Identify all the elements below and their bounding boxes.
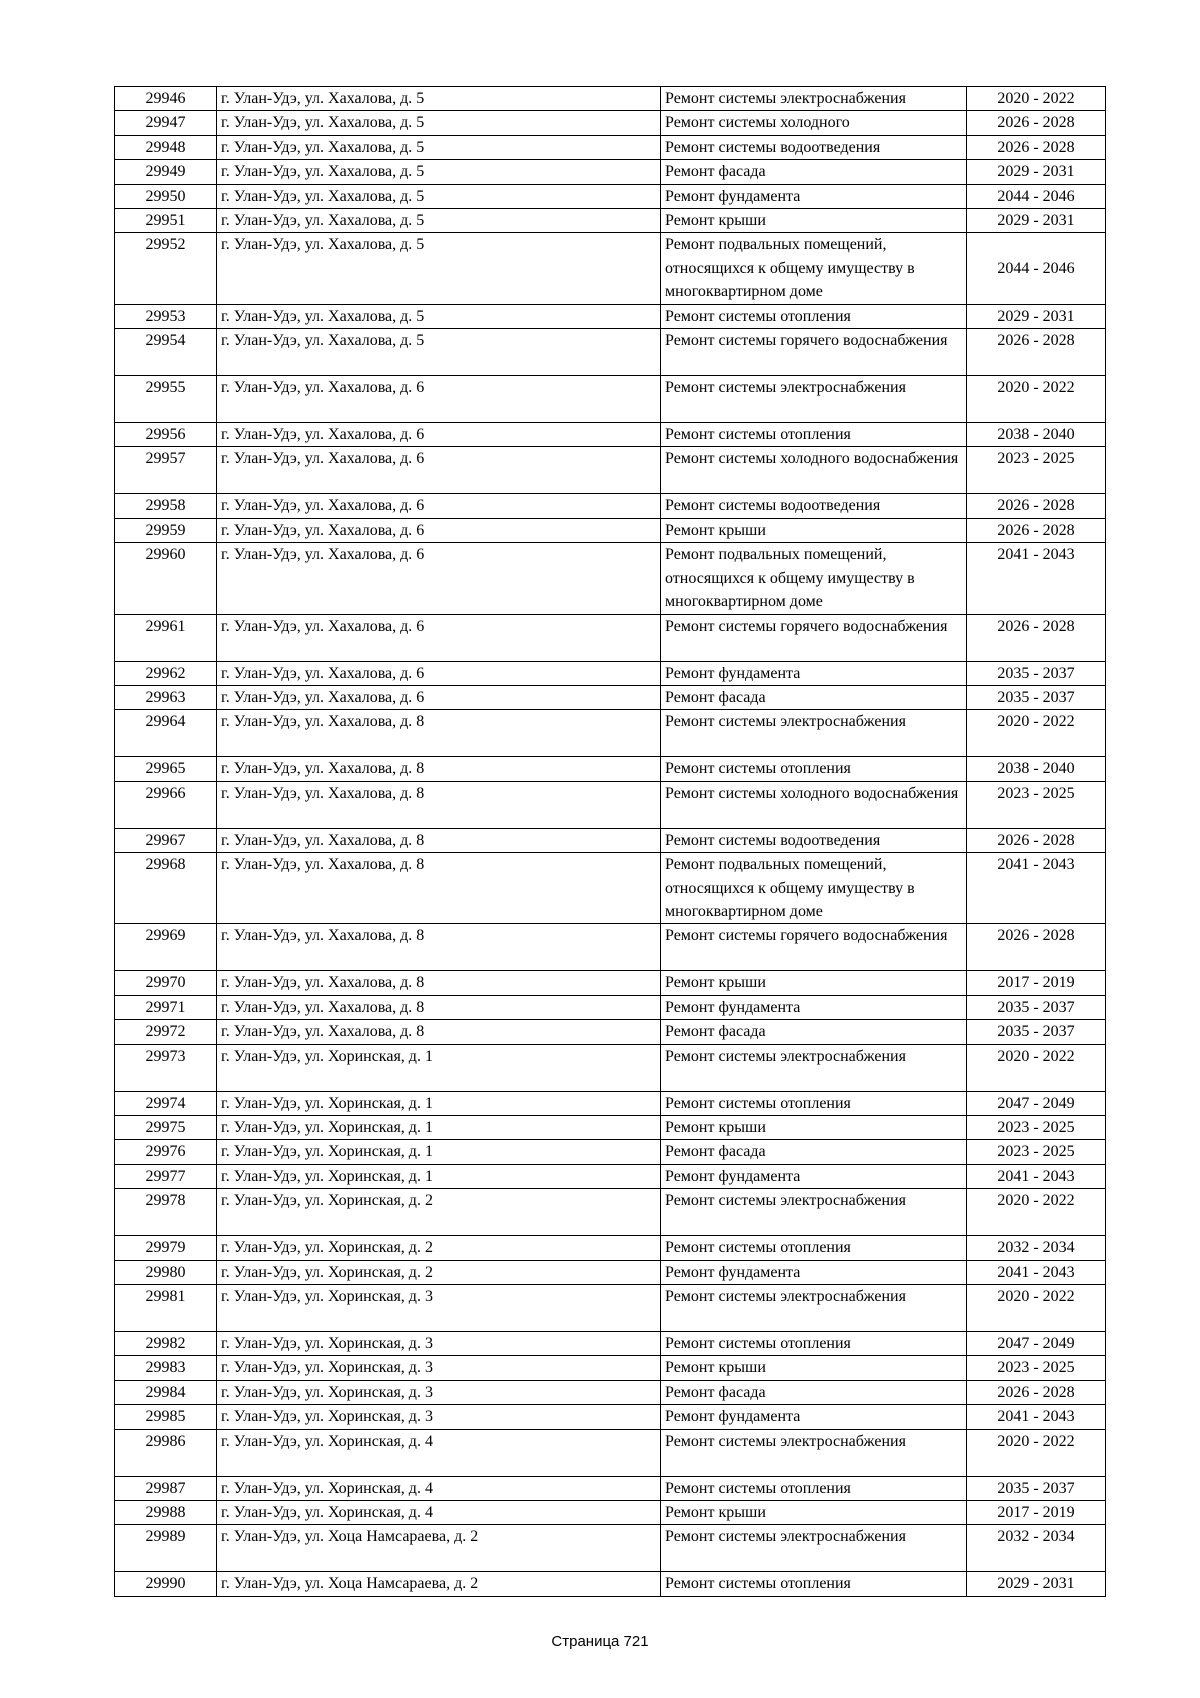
row-period: 2035 - 2037 bbox=[967, 1020, 1106, 1044]
row-number: 29967 bbox=[115, 828, 217, 852]
row-period: 2035 - 2037 bbox=[967, 1476, 1106, 1500]
table-row bbox=[115, 781, 1106, 828]
row-address: г. Улан-Удэ, ул. Хоринская, д. 1 bbox=[217, 1115, 661, 1139]
row-work-type: Ремонт фундамента bbox=[661, 1164, 967, 1188]
row-address: г. Улан-Удэ, ул. Хоринская, д. 3 bbox=[217, 1380, 661, 1404]
row-work-type: Ремонт системы горячего водоснабжения bbox=[661, 329, 967, 376]
row-period: 2029 - 2031 bbox=[967, 304, 1106, 328]
row-number: 29971 bbox=[115, 995, 217, 1019]
row-number: 29970 bbox=[115, 971, 217, 995]
row-number: 29974 bbox=[115, 1091, 217, 1115]
row-address: г. Улан-Удэ, ул. Хахалова, д. 8 bbox=[217, 853, 661, 924]
table-row bbox=[115, 160, 1106, 184]
table-row bbox=[115, 543, 1106, 614]
table-row bbox=[115, 423, 1106, 447]
table-row bbox=[115, 685, 1106, 709]
row-number: 29976 bbox=[115, 1140, 217, 1164]
row-period: 2026 - 2028 bbox=[967, 494, 1106, 518]
row-number: 29959 bbox=[115, 518, 217, 542]
row-period: 2023 - 2025 bbox=[967, 1140, 1106, 1164]
row-number: 29990 bbox=[115, 1572, 217, 1596]
row-number: 29975 bbox=[115, 1115, 217, 1139]
row-period: 2029 - 2031 bbox=[967, 1572, 1106, 1596]
row-work-type: Ремонт системы горячего водоснабжения bbox=[661, 924, 967, 971]
row-number: 29957 bbox=[115, 447, 217, 494]
table-row bbox=[115, 995, 1106, 1019]
row-work-type: Ремонт системы отопления bbox=[661, 1476, 967, 1500]
table-row bbox=[115, 518, 1106, 542]
row-work-type: Ремонт системы электроснабжения bbox=[661, 1189, 967, 1236]
row-address: г. Улан-Удэ, ул. Хахалова, д. 6 bbox=[217, 447, 661, 494]
row-period: 2038 - 2040 bbox=[967, 757, 1106, 781]
row-period: 2020 - 2022 bbox=[967, 710, 1106, 757]
row-address: г. Улан-Удэ, ул. Хоринская, д. 4 bbox=[217, 1476, 661, 1500]
table-row bbox=[115, 1429, 1106, 1476]
row-address: г. Улан-Удэ, ул. Хоринская, д. 1 bbox=[217, 1044, 661, 1091]
row-address: г. Улан-Удэ, ул. Хоринская, д. 3 bbox=[217, 1332, 661, 1356]
row-number: 29968 bbox=[115, 853, 217, 924]
row-period: 2026 - 2028 bbox=[967, 614, 1106, 661]
row-number: 29981 bbox=[115, 1285, 217, 1332]
row-period: 2026 - 2028 bbox=[967, 111, 1106, 135]
row-address: г. Улан-Удэ, ул. Хоринская, д. 4 bbox=[217, 1501, 661, 1525]
row-period: 2041 - 2043 bbox=[967, 1164, 1106, 1188]
row-work-type: Ремонт подвальных помещений, относящихся к общему имуществу в многоквартирном доме bbox=[661, 233, 967, 304]
table-row bbox=[115, 494, 1106, 518]
row-work-type: Ремонт фундамента bbox=[661, 995, 967, 1019]
row-address: г. Улан-Удэ, ул. Хахалова, д. 8 bbox=[217, 757, 661, 781]
row-work-type: Ремонт фундамента bbox=[661, 1405, 967, 1429]
table-row bbox=[115, 1164, 1106, 1188]
table-row bbox=[115, 1572, 1106, 1596]
row-period: 2023 - 2025 bbox=[967, 1115, 1106, 1139]
row-address: г. Улан-Удэ, ул. Хоца Намсараева, д. 2 bbox=[217, 1525, 661, 1572]
row-address: г. Улан-Удэ, ул. Хахалова, д. 8 bbox=[217, 971, 661, 995]
table-row bbox=[115, 329, 1106, 376]
works-table bbox=[114, 86, 1106, 1597]
row-number: 29964 bbox=[115, 710, 217, 757]
row-number: 29947 bbox=[115, 111, 217, 135]
row-address: г. Улан-Удэ, ул. Хахалова, д. 8 bbox=[217, 995, 661, 1019]
row-address: г. Улан-Удэ, ул. Хоринская, д. 3 bbox=[217, 1356, 661, 1380]
table-row bbox=[115, 1380, 1106, 1404]
row-period: 2020 - 2022 bbox=[967, 1044, 1106, 1091]
table-row bbox=[115, 1020, 1106, 1044]
table-row bbox=[115, 614, 1106, 661]
table-body bbox=[115, 87, 1106, 1597]
row-work-type: Ремонт крыши bbox=[661, 209, 967, 233]
row-address: г. Улан-Удэ, ул. Хахалова, д. 8 bbox=[217, 828, 661, 852]
row-number: 29984 bbox=[115, 1380, 217, 1404]
row-work-type: Ремонт системы холодного водоснабжения bbox=[661, 781, 967, 828]
row-period: 2035 - 2037 bbox=[967, 685, 1106, 709]
row-period: 2041 - 2043 bbox=[967, 853, 1106, 924]
table-row bbox=[115, 111, 1106, 135]
row-number: 29983 bbox=[115, 1356, 217, 1380]
row-number: 29972 bbox=[115, 1020, 217, 1044]
row-number: 29958 bbox=[115, 494, 217, 518]
row-address: г. Улан-Удэ, ул. Хахалова, д. 5 bbox=[217, 209, 661, 233]
row-work-type: Ремонт крыши bbox=[661, 1501, 967, 1525]
row-work-type: Ремонт фундамента bbox=[661, 661, 967, 685]
row-address: г. Улан-Удэ, ул. Хахалова, д. 5 bbox=[217, 329, 661, 376]
table-row bbox=[115, 1044, 1106, 1091]
row-work-type: Ремонт крыши bbox=[661, 1115, 967, 1139]
row-address: г. Улан-Удэ, ул. Хахалова, д. 6 bbox=[217, 376, 661, 423]
row-period: 2041 - 2043 bbox=[967, 1260, 1106, 1284]
row-work-type: Ремонт фундамента bbox=[661, 184, 967, 208]
row-work-type: Ремонт системы отопления bbox=[661, 1091, 967, 1115]
table-row bbox=[115, 1236, 1106, 1260]
row-period: 2029 - 2031 bbox=[967, 160, 1106, 184]
row-work-type: Ремонт системы отопления bbox=[661, 1572, 967, 1596]
row-period: 2026 - 2028 bbox=[967, 329, 1106, 376]
row-period: 2026 - 2028 bbox=[967, 518, 1106, 542]
row-work-type: Ремонт системы водоотведения bbox=[661, 828, 967, 852]
row-number: 29979 bbox=[115, 1236, 217, 1260]
row-number: 29987 bbox=[115, 1476, 217, 1500]
row-work-type: Ремонт фасада bbox=[661, 1140, 967, 1164]
row-number: 29963 bbox=[115, 685, 217, 709]
row-number: 29951 bbox=[115, 209, 217, 233]
row-work-type: Ремонт системы водоотведения bbox=[661, 494, 967, 518]
row-period: 2026 - 2028 bbox=[967, 1380, 1106, 1404]
row-number: 29949 bbox=[115, 160, 217, 184]
row-work-type: Ремонт системы электроснабжения bbox=[661, 1525, 967, 1572]
table-row bbox=[115, 1189, 1106, 1236]
row-number: 29969 bbox=[115, 924, 217, 971]
row-number: 29950 bbox=[115, 184, 217, 208]
row-period: 2020 - 2022 bbox=[967, 1429, 1106, 1476]
row-period: 2026 - 2028 bbox=[967, 828, 1106, 852]
row-address: г. Улан-Удэ, ул. Хоринская, д. 4 bbox=[217, 1429, 661, 1476]
row-address: г. Улан-Удэ, ул. Хахалова, д. 6 bbox=[217, 518, 661, 542]
row-period: 2017 - 2019 bbox=[967, 1501, 1106, 1525]
row-period: 2020 - 2022 bbox=[967, 87, 1106, 111]
row-period: 2032 - 2034 bbox=[967, 1525, 1106, 1572]
row-period: 2041 - 2043 bbox=[967, 543, 1106, 614]
row-work-type: Ремонт системы горячего водоснабжения bbox=[661, 614, 967, 661]
table-row bbox=[115, 447, 1106, 494]
row-number: 29966 bbox=[115, 781, 217, 828]
row-period: 2023 - 2025 bbox=[967, 447, 1106, 494]
row-work-type: Ремонт подвальных помещений, относящихся к общему имуществу в многоквартирном доме bbox=[661, 543, 967, 614]
row-address: г. Улан-Удэ, ул. Хахалова, д. 6 bbox=[217, 423, 661, 447]
row-period: 2032 - 2034 bbox=[967, 1236, 1106, 1260]
row-number: 29953 bbox=[115, 304, 217, 328]
row-period: 2044 - 2046 bbox=[967, 184, 1106, 208]
row-period: 2026 - 2028 bbox=[967, 924, 1106, 971]
table-row bbox=[115, 1405, 1106, 1429]
row-period: 2020 - 2022 bbox=[967, 1285, 1106, 1332]
row-number: 29955 bbox=[115, 376, 217, 423]
row-address: г. Улан-Удэ, ул. Хахалова, д. 8 bbox=[217, 781, 661, 828]
table-row bbox=[115, 1260, 1106, 1284]
row-address: г. Улан-Удэ, ул. Хоринская, д. 1 bbox=[217, 1091, 661, 1115]
row-work-type: Ремонт системы отопления bbox=[661, 304, 967, 328]
table-row bbox=[115, 184, 1106, 208]
row-address: г. Улан-Удэ, ул. Хахалова, д. 6 bbox=[217, 543, 661, 614]
row-work-type: Ремонт системы холодного водоснабжения bbox=[661, 447, 967, 494]
row-period: 2044 - 2046 bbox=[967, 233, 1106, 304]
row-period: 2041 - 2043 bbox=[967, 1405, 1106, 1429]
row-work-type: Ремонт системы электроснабжения bbox=[661, 710, 967, 757]
row-address: г. Улан-Удэ, ул. Хоринская, д. 2 bbox=[217, 1236, 661, 1260]
row-number: 29977 bbox=[115, 1164, 217, 1188]
row-address: г. Улан-Удэ, ул. Хоринская, д. 1 bbox=[217, 1140, 661, 1164]
row-work-type: Ремонт фасада bbox=[661, 1380, 967, 1404]
row-work-type: Ремонт системы отопления bbox=[661, 423, 967, 447]
row-number: 29960 bbox=[115, 543, 217, 614]
row-period: 2017 - 2019 bbox=[967, 971, 1106, 995]
row-work-type: Ремонт крыши bbox=[661, 971, 967, 995]
row-work-type: Ремонт системы отопления bbox=[661, 1236, 967, 1260]
row-period: 2047 - 2049 bbox=[967, 1332, 1106, 1356]
table-row bbox=[115, 1332, 1106, 1356]
table-row bbox=[115, 1356, 1106, 1380]
row-work-type: Ремонт подвальных помещений, относящихся к общему имуществу в многоквартирном доме bbox=[661, 853, 967, 924]
table-row bbox=[115, 1115, 1106, 1139]
row-period: 2035 - 2037 bbox=[967, 661, 1106, 685]
row-address: г. Улан-Удэ, ул. Хахалова, д. 6 bbox=[217, 614, 661, 661]
row-number: 29973 bbox=[115, 1044, 217, 1091]
row-work-type: Ремонт системы электроснабжения bbox=[661, 1429, 967, 1476]
row-work-type: Ремонт крыши bbox=[661, 518, 967, 542]
row-period: 2023 - 2025 bbox=[967, 781, 1106, 828]
table-row bbox=[115, 1525, 1106, 1572]
row-period: 2047 - 2049 bbox=[967, 1091, 1106, 1115]
row-number: 29989 bbox=[115, 1525, 217, 1572]
row-work-type: Ремонт системы электроснабжения bbox=[661, 1044, 967, 1091]
row-address: г. Улан-Удэ, ул. Хоринская, д. 3 bbox=[217, 1285, 661, 1332]
row-number: 29946 bbox=[115, 87, 217, 111]
table-row bbox=[115, 661, 1106, 685]
row-work-type: Ремонт фундамента bbox=[661, 1260, 967, 1284]
row-work-type: Ремонт фасада bbox=[661, 685, 967, 709]
table-row bbox=[115, 1140, 1106, 1164]
row-address: г. Улан-Удэ, ул. Хахалова, д. 5 bbox=[217, 304, 661, 328]
row-address: г. Улан-Удэ, ул. Хоринская, д. 2 bbox=[217, 1260, 661, 1284]
table-row bbox=[115, 1476, 1106, 1500]
row-address: г. Улан-Удэ, ул. Хахалова, д. 6 bbox=[217, 494, 661, 518]
row-period: 2029 - 2031 bbox=[967, 209, 1106, 233]
row-work-type: Ремонт системы холодного bbox=[661, 111, 967, 135]
row-period: 2035 - 2037 bbox=[967, 995, 1106, 1019]
row-work-type: Ремонт крыши bbox=[661, 1356, 967, 1380]
row-number: 29954 bbox=[115, 329, 217, 376]
row-address: г. Улан-Удэ, ул. Хоринская, д. 1 bbox=[217, 1164, 661, 1188]
table-row bbox=[115, 1091, 1106, 1115]
row-work-type: Ремонт системы отопления bbox=[661, 1332, 967, 1356]
row-work-type: Ремонт системы электроснабжения bbox=[661, 1285, 967, 1332]
table-row bbox=[115, 971, 1106, 995]
row-number: 29985 bbox=[115, 1405, 217, 1429]
row-address: г. Улан-Удэ, ул. Хахалова, д. 8 bbox=[217, 710, 661, 757]
row-address: г. Улан-Удэ, ул. Хахалова, д. 5 bbox=[217, 135, 661, 159]
row-number: 29952 bbox=[115, 233, 217, 304]
row-number: 29986 bbox=[115, 1429, 217, 1476]
table-row bbox=[115, 135, 1106, 159]
row-address: г. Улан-Удэ, ул. Хахалова, д. 8 bbox=[217, 924, 661, 971]
table-row bbox=[115, 376, 1106, 423]
row-address: г. Улан-Удэ, ул. Хахалова, д. 5 bbox=[217, 233, 661, 304]
table-row bbox=[115, 710, 1106, 757]
table-row bbox=[115, 233, 1106, 304]
row-address: г. Улан-Удэ, ул. Хахалова, д. 5 bbox=[217, 87, 661, 111]
row-number: 29961 bbox=[115, 614, 217, 661]
table-row bbox=[115, 304, 1106, 328]
row-number: 29988 bbox=[115, 1501, 217, 1525]
row-address: г. Улан-Удэ, ул. Хоца Намсараева, д. 2 bbox=[217, 1572, 661, 1596]
row-number: 29982 bbox=[115, 1332, 217, 1356]
row-period: 2023 - 2025 bbox=[967, 1356, 1106, 1380]
row-period: 2026 - 2028 bbox=[967, 135, 1106, 159]
row-number: 29962 bbox=[115, 661, 217, 685]
row-number: 29978 bbox=[115, 1189, 217, 1236]
table-row bbox=[115, 87, 1106, 111]
row-work-type: Ремонт системы электроснабжения bbox=[661, 87, 967, 111]
table-row bbox=[115, 209, 1106, 233]
row-number: 29980 bbox=[115, 1260, 217, 1284]
table-row bbox=[115, 757, 1106, 781]
table-row bbox=[115, 1501, 1106, 1525]
row-work-type: Ремонт системы водоотведения bbox=[661, 135, 967, 159]
row-work-type: Ремонт фасада bbox=[661, 1020, 967, 1044]
row-period: 2020 - 2022 bbox=[967, 376, 1106, 423]
page-number: Страница 721 bbox=[551, 1633, 649, 1650]
row-address: г. Улан-Удэ, ул. Хахалова, д. 6 bbox=[217, 661, 661, 685]
row-address: г. Улан-Удэ, ул. Хахалова, д. 5 bbox=[217, 111, 661, 135]
row-work-type: Ремонт фасада bbox=[661, 160, 967, 184]
row-address: г. Улан-Удэ, ул. Хахалова, д. 5 bbox=[217, 184, 661, 208]
row-address: г. Улан-Удэ, ул. Хахалова, д. 5 bbox=[217, 160, 661, 184]
row-number: 29965 bbox=[115, 757, 217, 781]
row-period: 2020 - 2022 bbox=[967, 1189, 1106, 1236]
row-period: 2038 - 2040 bbox=[967, 423, 1106, 447]
table-row bbox=[115, 853, 1106, 924]
row-address: г. Улан-Удэ, ул. Хоринская, д. 2 bbox=[217, 1189, 661, 1236]
row-address: г. Улан-Удэ, ул. Хоринская, д. 3 bbox=[217, 1405, 661, 1429]
row-address: г. Улан-Удэ, ул. Хахалова, д. 8 bbox=[217, 1020, 661, 1044]
row-work-type: Ремонт системы отопления bbox=[661, 757, 967, 781]
table-row bbox=[115, 828, 1106, 852]
table-row bbox=[115, 1285, 1106, 1332]
row-number: 29956 bbox=[115, 423, 217, 447]
row-address: г. Улан-Удэ, ул. Хахалова, д. 6 bbox=[217, 685, 661, 709]
row-work-type: Ремонт системы электроснабжения bbox=[661, 376, 967, 423]
table-row bbox=[115, 924, 1106, 971]
row-number: 29948 bbox=[115, 135, 217, 159]
